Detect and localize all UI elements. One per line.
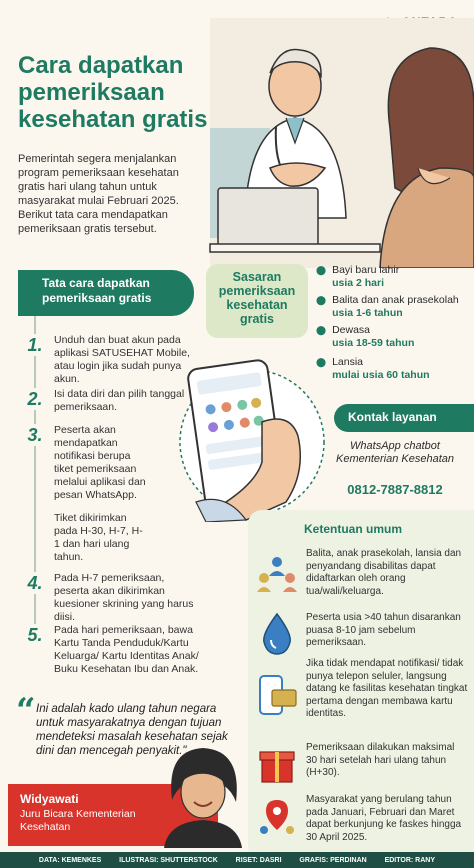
credit-research: RISET: DASRI <box>235 856 282 864</box>
sasaran-age: mulai usia 60 tahun <box>332 369 430 381</box>
kontak-phone-number[interactable]: 0812-7887-8812 <box>347 482 443 497</box>
step-3 <box>24 424 146 564</box>
sasaran-item <box>316 294 459 320</box>
step-number: 4. <box>24 572 46 594</box>
step-5 <box>24 624 204 676</box>
sasaran-age: usia 18-59 tahun <box>332 337 415 349</box>
kontak-heading: Kontak layanan <box>334 404 474 432</box>
speaker-portrait <box>158 740 248 848</box>
sasaran-label: Bayi baru lahir <box>332 264 400 276</box>
bullet-icon: ⬤ <box>316 265 327 275</box>
kontak-text: WhatsApp chatbot Kementerian Kesehatan <box>335 440 455 465</box>
intro-text: Pemerintah segera menjalankan program pemeriksaan kesehatan gratis hari ulang tahun untuk masyarakat mulai Februari 2025. Berikut tata cara mendapatkan pemeriksaan gratis tersebut. <box>18 153 179 235</box>
ketentuan-item: Masyarakat yang berulang tahun pada Januari, Februari dan Maret dapat berkunjung ke faskes hingga 30 April 2025. <box>306 794 462 843</box>
bullet-icon: ⬤ <box>316 325 327 335</box>
people-location-icon <box>254 796 300 842</box>
speaker-role: Juru Bicara Kementerian Kesehatan <box>20 808 136 833</box>
page-title: Cara dapatkan pemeriksaan kesehatan gratis <box>18 52 208 133</box>
step-number: 5. <box>24 624 46 646</box>
sasaran-label: Lansia <box>332 356 364 368</box>
credit-graphics: GRAFIS: PERDINAN <box>299 856 367 864</box>
phone-card-icon <box>254 672 300 718</box>
step-4 <box>24 572 202 624</box>
step-number: 3. <box>24 424 46 446</box>
ketentuan-item: Pemeriksaan dilakukan maksimal 30 hari setelah hari ulang tahun (H+30). <box>306 742 455 778</box>
step-number: 2. <box>24 388 46 410</box>
credits-footer <box>0 852 474 868</box>
sasaran-heading-box: Sasaran pemeriksaan kesehatan gratis <box>206 264 308 338</box>
credit-illustration: ILUSTRASI: SHUTTERSTOCK <box>119 856 218 864</box>
sasaran-label: Dewasa <box>332 324 371 336</box>
family-group-icon <box>254 552 300 598</box>
ketentuan-item: Jika tidak mendapat notifikasi/ tidak punya telepon seluler, langsung datang ke fasilitas kesehatan tingkat pertama dengan membawa kartu identitas. <box>306 658 468 719</box>
steps-heading: Tata cara dapatkan pemeriksaan gratis <box>18 270 194 316</box>
ketentuan-heading: Ketentuan umum <box>304 522 403 536</box>
credit-editor: EDITOR: RANY <box>384 856 435 864</box>
phone-in-hand-illustration <box>166 352 326 522</box>
sasaran-age: usia 2 hari <box>332 277 385 289</box>
sasaran-age: usia 1-6 tahun <box>332 307 403 319</box>
step-text: Peserta akan mendapatkan notifikasi berupa tiket pemeriksaan melalui aplikasi dan pesan WhatsApp. <box>54 424 146 501</box>
sasaran-item <box>316 324 414 350</box>
step-text: Pada hari pemeriksaan, bawa Kartu Tanda Penduduk/Kartu Keluarga/ Kartu Identitas Anak/ Buku Kesehatan Ibu dan Anak. <box>54 624 199 675</box>
quote-text: Ini adalah kado ulang tahun negara untuk masyarakatnya dengan tujuan mendeteksi masalah kesehatan sejak dini dan mencegah penyakit." <box>36 703 228 757</box>
sasaran-label: Balita dan anak prasekolah <box>332 294 459 306</box>
doctor-patient-illustration <box>190 18 474 268</box>
step-number: 1. <box>24 334 46 356</box>
sasaran-item <box>316 356 430 382</box>
gift-box-icon <box>254 740 300 786</box>
credit-data: DATA: KEMENKES <box>38 856 102 864</box>
quote-mark-icon: “ <box>16 691 36 731</box>
step-extra-text: Tiket dikirimkan pada H-30, H-7, H-1 dan hari ulang tahun. <box>54 512 143 563</box>
ketentuan-item: Balita, anak prasekolah, lansia dan penyandang disabilitas dapat didaftarkan oleh orang tua/wali/keluarga. <box>306 548 462 597</box>
water-drop-icon <box>254 610 300 656</box>
bullet-icon: ⬤ <box>316 295 327 305</box>
sasaran-item <box>316 264 399 290</box>
step-text: Pada H-7 pemeriksaan, peserta akan dikirimkan kuesioner skrining yang harus diisi. <box>54 572 194 623</box>
speaker-name: Widyawati <box>20 792 79 806</box>
bullet-icon: ⬤ <box>316 357 327 367</box>
step-text: Unduh dan buat akun pada aplikasi SATUSEHAT Mobile, atau login jika sudah punya akun. <box>54 334 190 385</box>
ketentuan-item: Peserta usia >40 tahun disarankan puasa 8-10 jam sebelum pemeriksaan. <box>306 612 461 648</box>
step-text: Isi data diri dan pilih tanggal pemeriksaan. <box>54 388 185 413</box>
